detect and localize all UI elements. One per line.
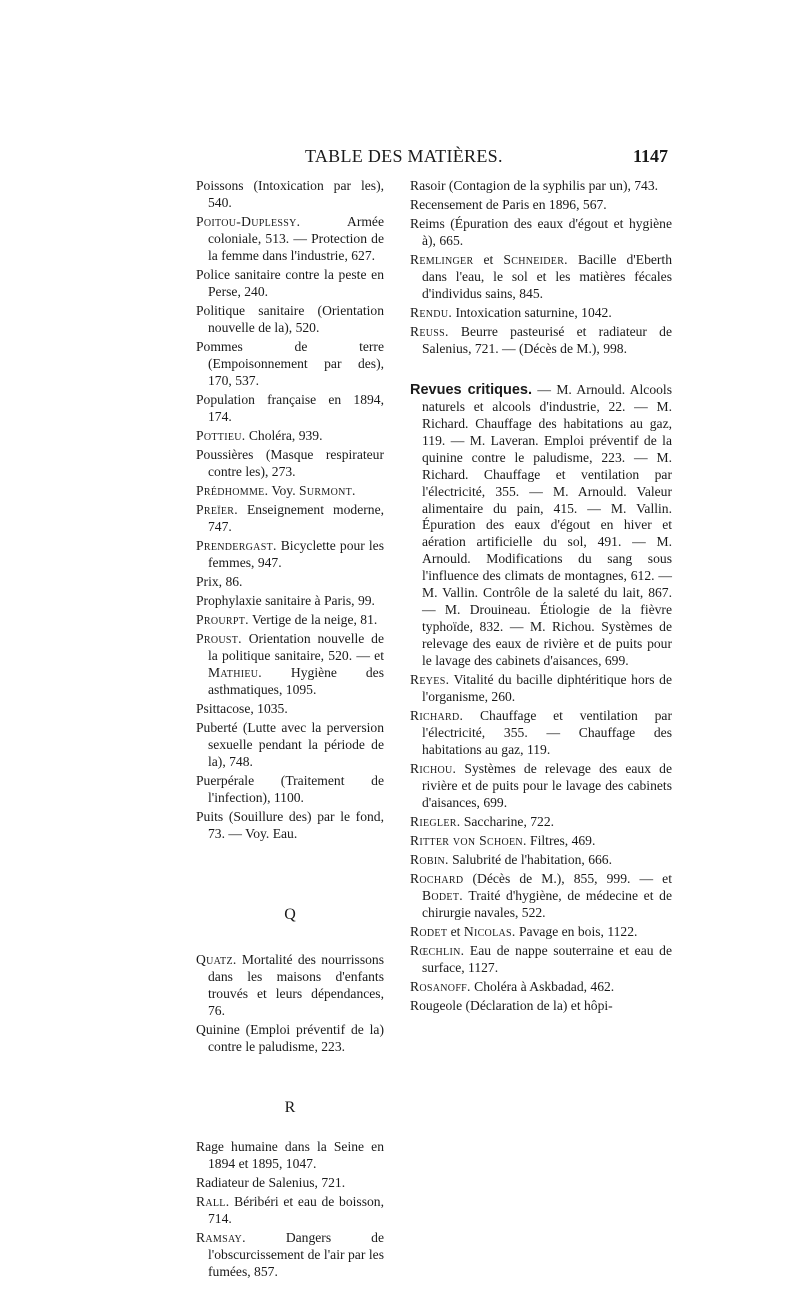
index-entry xyxy=(196,631,384,699)
index-entry xyxy=(196,392,384,426)
index-heading: Riegler. xyxy=(410,813,461,829)
index-entry xyxy=(196,574,384,591)
index-text: Beurre pasteurisé et radiateur de Salenius, 721. — (Décès de M.), 998. xyxy=(422,324,672,357)
index-text: Poussières (Masque respirateur contre les), 273. xyxy=(196,446,384,479)
index-entry xyxy=(196,701,384,718)
index-entry xyxy=(410,216,672,250)
index-text: Eau de nappe souterraine et eau de surface, 1127. xyxy=(422,942,672,975)
index-text: Psittacose, 1035. xyxy=(196,701,288,717)
index-entry xyxy=(410,672,672,706)
index-text: Puberté (Lutte avec la perversion sexuelle pendant la période de la), 748. xyxy=(196,720,384,769)
index-entry xyxy=(196,1230,384,1281)
index-text: Béribéri et eau de boisson, 714. xyxy=(208,1193,384,1226)
index-text: — M. Arnould. Alcools naturels et alcools d'industrie, 22. — M. Richard. Chauffage des habitations au gaz, 119. — M. Laveran. Emploi préventif de la quinine contre le paludisme, 223. — M. Richard. Chauffage et ventilation par l'électricité, 355. — M. Arnould. Valeur alimentaire du pain, 415. — M. Vallin. Épuration des eaux d'égout en hiver et aération artificielle du sol, 491. — M. Arnould. Modifications du sang sous l'influence des climats de montagnes, 612. — M. Vallin. Contrôle de la saleté du lait, 867. — M. Drouineau. Étiologie de la fièvre typhoïde, 832. — M. Richou. Systèmes de relevage des eaux de rivière et de puits pour le lavage des cabinets d'aisances, 699. xyxy=(422,382,672,668)
index-text: Rougeole (Déclaration de la) et hôpi- xyxy=(410,997,613,1013)
index-heading: Revues critiques. xyxy=(410,382,533,399)
entries-r xyxy=(196,1139,384,1281)
index-entry xyxy=(196,593,384,610)
index-text: Chauffage et ventilation par l'électricité, 355. — Chauffage des habitations au gaz, 119. xyxy=(422,707,672,757)
section-heading-q: Q xyxy=(284,906,296,924)
index-entry xyxy=(410,852,672,869)
index-entry xyxy=(196,447,384,481)
index-text: Politique sanitaire (Orientation nouvelle de la), 520. xyxy=(196,302,384,335)
index-heading: Quatz. xyxy=(196,952,237,967)
index-heading: Prédhomme. xyxy=(196,482,269,498)
index-entry xyxy=(196,720,384,771)
index-entry xyxy=(196,773,384,807)
index-text: Choléra, 939. xyxy=(245,427,323,443)
index-entry xyxy=(410,943,672,977)
index-text: Reims (Épuration des eaux d'égout et hygiène à), 665. xyxy=(410,216,672,249)
index-entry xyxy=(196,538,384,572)
index-entry xyxy=(196,1175,384,1192)
index-text: Bacille d'Eberth dans l'eau, le sol et les matières fécales d'individus sains, 845. xyxy=(422,252,672,301)
index-name: Nicolas. xyxy=(463,923,516,939)
index-entry xyxy=(196,214,384,265)
index-entry xyxy=(196,267,384,301)
index-text: (Décès de M.), 855, 999. — et xyxy=(463,870,672,886)
index-text: Bicyclette pour les femmes, 947. xyxy=(208,538,384,570)
index-text: Saccharine, 722. xyxy=(460,813,555,829)
index-text: Puits (Souillure des) par le fond, 73. — Voy. Eau. xyxy=(196,809,384,841)
index-entry xyxy=(410,814,672,831)
revues-critiques-entry xyxy=(410,382,672,669)
index-heading: Reyes. xyxy=(410,671,450,687)
index-text: et xyxy=(473,252,504,268)
index-text: Enseignement moderne, 747. xyxy=(208,502,384,534)
index-entry xyxy=(410,197,672,214)
entries-q xyxy=(196,952,384,1056)
index-text: Traité d'hygiène, de médecine et de chirurgie navales, 522. xyxy=(422,887,672,920)
index-entry xyxy=(196,339,384,390)
index-heading: Robin. xyxy=(410,851,449,867)
index-name: Surmont. xyxy=(299,482,356,498)
entries-p xyxy=(196,178,384,843)
index-entry xyxy=(196,428,384,445)
index-entry xyxy=(196,303,384,337)
index-heading: Prendergast. xyxy=(196,538,277,553)
index-entry xyxy=(410,871,672,922)
index-entry xyxy=(410,924,672,941)
index-entry xyxy=(196,483,384,500)
index-text: Systèmes de relevage des eaux de rivière et de puits pour le lavage des cabinets d'aisances, 699. xyxy=(422,760,672,810)
index-text: Prophylaxie sanitaire à Paris, 99. xyxy=(196,593,375,609)
index-entry xyxy=(196,1022,384,1056)
index-text: Rage humaine dans la Seine en 1894 et 1895, 1047. xyxy=(196,1138,384,1171)
index-heading: Rosanoff. xyxy=(410,978,471,994)
index-heading: Remlinger xyxy=(410,252,474,268)
index-text: Police sanitaire contre la peste en Perse, 240. xyxy=(196,266,384,299)
index-entry xyxy=(410,305,672,322)
section-heading-r: R xyxy=(284,1098,296,1116)
index-text: Poissons (Intoxication par les), 540. xyxy=(196,178,384,210)
index-heading: Rodet xyxy=(410,923,448,939)
index-heading: Poitou-Duplessy. xyxy=(196,214,301,229)
index-text: Dangers de l'obscurcissement de l'air par les fumées, 857. xyxy=(208,1229,384,1279)
page-header xyxy=(0,146,800,174)
index-text: Pavage en bois, 1122. xyxy=(515,923,638,939)
index-entry xyxy=(196,612,384,629)
index-text: Hygiène des asthmatiques, 1095. xyxy=(208,665,384,697)
index-entry xyxy=(410,833,672,850)
index-text: Recensement de Paris en 1896, 567. xyxy=(410,197,607,213)
entries-r-top xyxy=(410,178,672,358)
entries-r-bottom xyxy=(410,672,672,1015)
index-heading: Ritter von Schoen. xyxy=(410,832,527,848)
index-heading: Rochard xyxy=(410,870,464,886)
index-text: Salubrité de l'habitation, 666. xyxy=(448,851,612,867)
index-heading: Ramsay. xyxy=(196,1229,246,1245)
index-entry xyxy=(410,998,672,1015)
index-heading: Rall. xyxy=(196,1193,230,1209)
index-entry xyxy=(196,502,384,536)
index-entry xyxy=(410,979,672,996)
index-name: Mathieu. xyxy=(208,665,262,681)
index-text: Pommes de terre (Empoisonnement par des), 170, 537. xyxy=(196,338,384,388)
index-text: Filtres, 469. xyxy=(526,832,596,848)
page-number: 1147 xyxy=(633,146,669,166)
index-entry xyxy=(196,178,384,212)
index-text: Orientation nouvelle de la politique sanitaire, 520. — et xyxy=(208,631,384,664)
index-heading: Proust. xyxy=(196,631,242,647)
index-text: Mortalité des nourrissons dans les maisons d'enfants trouvés et leurs dépendances, 76. xyxy=(208,952,384,1018)
index-entry xyxy=(410,178,672,195)
index-heading: Richou. xyxy=(410,760,457,776)
index-heading: Pottieu. xyxy=(196,427,246,443)
index-text: Puerpérale (Traitement de l'infection), 1100. xyxy=(196,773,384,805)
index-entry xyxy=(196,952,384,1020)
index-text: Population française en 1894, 174. xyxy=(196,391,384,424)
index-text: Prix, 86. xyxy=(196,574,243,589)
index-heading: Richard. xyxy=(410,707,464,723)
index-entry xyxy=(196,1139,384,1173)
index-entry xyxy=(196,809,384,843)
index-name: Schneider. xyxy=(503,252,568,268)
left-column xyxy=(196,178,384,1283)
index-heading: Rendu. xyxy=(410,305,453,321)
index-text: Intoxication saturnine, 1042. xyxy=(452,305,612,321)
index-text: Quinine (Emploi préventif de la) contre le paludisme, 223. xyxy=(196,1021,384,1054)
index-text: Rasoir (Contagion de la syphilis par un), 743. xyxy=(410,178,659,193)
index-text: Vitalité du bacille diphtéritique hors de l'organisme, 260. xyxy=(422,671,672,704)
index-text: Voy. xyxy=(268,482,300,498)
index-heading: Reuss. xyxy=(410,324,449,340)
index-entry xyxy=(410,324,672,358)
right-column xyxy=(410,178,672,1017)
index-heading: Rœchlin. xyxy=(410,942,465,958)
index-text: et xyxy=(447,923,464,939)
index-entry xyxy=(410,252,672,303)
index-text: Armée coloniale, 513. — Protection de la femme dans l'industrie, 627. xyxy=(208,214,384,263)
index-text: Choléra à Askbadad, 462. xyxy=(470,978,615,994)
index-text: Vertige de la neige, 81. xyxy=(248,612,378,628)
index-entry xyxy=(196,1194,384,1228)
index-heading: Prourpt. xyxy=(196,612,249,628)
index-entry xyxy=(410,761,672,812)
index-heading: Preïer. xyxy=(196,502,238,517)
running-title: TABLE DES MATIÈRES. xyxy=(305,146,503,166)
index-text: Radiateur de Salenius, 721. xyxy=(196,1174,346,1190)
index-entry xyxy=(410,708,672,759)
index-name: Bodet. xyxy=(422,887,463,903)
